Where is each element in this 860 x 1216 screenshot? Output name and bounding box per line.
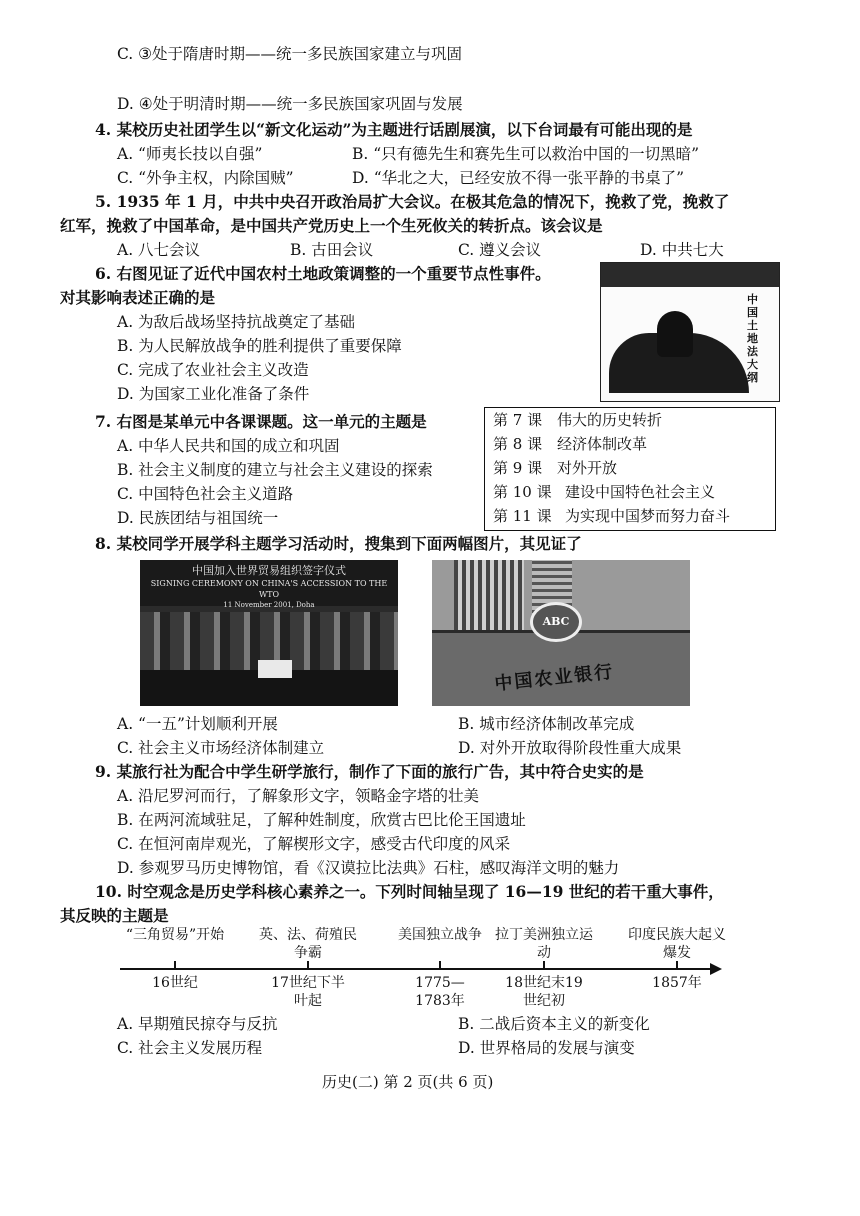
bank-sign-text: 中国农业银行 <box>493 661 616 695</box>
timeline-time: 1775—1783年 <box>415 975 465 1009</box>
q7-option-a: A. 中华人民共和国的成立和巩固 <box>117 437 340 455</box>
q6-option-a: A. 为敌后战场坚持抗战奠定了基础 <box>117 313 356 331</box>
question-5-stem-line2: 红军，挽救了中国革命，是中国共产党历史上一个生死攸关的转折点。该会议是 <box>60 216 603 235</box>
page-footer: 历史(二) 第 2 页(共 6 页) <box>322 1073 494 1091</box>
timeline-time: 16世纪 <box>152 975 198 991</box>
timeline-axis <box>120 968 712 970</box>
lesson-row <box>493 408 662 432</box>
q4-option-a: A. “师夷长技以自强” <box>117 145 263 163</box>
lesson-row <box>493 432 647 456</box>
q4-option-c: C. “外争主权，内除国贼” <box>117 169 294 187</box>
q8-option-c: C. 社会主义市场经济体制建立 <box>117 739 325 757</box>
q5-option-b: B. 古田会议 <box>290 241 374 259</box>
q5-option-d: D. 中共七大 <box>640 241 724 259</box>
lesson-row <box>493 480 715 504</box>
lesson-title: 对外开放 <box>557 459 618 477</box>
wto-banner-english: SIGNING CEREMONY ON CHINA'S ACCESSION TO THE WTO <box>150 579 388 599</box>
timeline-time: 18世纪末19世纪初 <box>505 975 583 1009</box>
timeline-time: 17世纪下半叶起 <box>271 975 345 1009</box>
q8-option-b: B. 城市经济体制改革完成 <box>458 715 635 733</box>
timeline-event: 印度民族大起义爆发 <box>628 927 726 961</box>
q7-option-d: D. 民族团结与祖国统一 <box>117 509 279 527</box>
lesson-title: 经济体制改革 <box>557 435 648 453</box>
lesson-number: 第 8 课 <box>493 435 543 453</box>
timeline-tick <box>174 961 176 969</box>
q10-option-b: B. 二战后资本主义的新变化 <box>458 1015 650 1033</box>
lesson-row <box>493 456 617 480</box>
q9-option-d: D. 参观罗马历史博物馆，看《汉谟拉比法典》石柱，感叹海洋文明的魅力 <box>117 859 620 877</box>
q7-option-b: B. 社会主义制度的建立与社会主义建设的探索 <box>117 461 433 479</box>
lesson-title: 建设中国特色社会主义 <box>565 483 716 501</box>
land-law-poster-image <box>600 262 780 402</box>
bank-building-photo <box>432 560 690 706</box>
q7-option-c: C. 中国特色社会主义道路 <box>117 485 294 503</box>
lesson-number: 第 11 课 <box>493 507 552 525</box>
lesson-title: 伟大的历史转折 <box>557 411 663 429</box>
timeline-tick <box>676 961 678 969</box>
q3-option-c: C. ③处于隋唐时期——统一多民族国家建立与巩固 <box>117 45 463 63</box>
timeline-tick <box>439 961 441 969</box>
q6-option-b: B. 为人民解放战争的胜利提供了重要保障 <box>117 337 402 355</box>
q3-option-d: D. ④处于明清时期——统一多民族国家巩固与发展 <box>117 95 463 113</box>
timeline-tick <box>543 961 545 969</box>
lesson-title: 为实现中国梦而努力奋斗 <box>565 507 731 525</box>
q4-option-b: B. “只有德先生和赛先生可以救治中国的一切黑暗” <box>352 145 700 163</box>
wto-banner-chinese: 中国加入世界贸易组织签字仪式 <box>192 564 346 577</box>
question-7-stem: 7. 右图是某单元中各课课题。这一单元的主题是 <box>95 412 427 431</box>
poster-dark-band <box>601 263 779 287</box>
question-9-stem: 9. 某旅行社为配合中学生研学旅行，制作了下面的旅行广告，其中符合史实的是 <box>95 762 644 781</box>
question-6-stem-line2: 对其影响表述正确的是 <box>60 288 216 307</box>
wto-banner-date: 11 November 2001, Doha <box>223 601 315 609</box>
bank-logo: ABC <box>530 602 582 642</box>
lesson-number: 第 10 课 <box>493 483 552 501</box>
q10-option-c: C. 社会主义发展历程 <box>117 1039 263 1057</box>
q6-option-c: C. 完成了农业社会主义改造 <box>117 361 309 379</box>
question-8-stem: 8. 某校同学开展学科主题学习活动时，搜集到下面两幅图片，其见证了 <box>95 534 582 553</box>
q8-option-d: D. 对外开放取得阶段性重大成果 <box>458 739 682 757</box>
q6-option-d: D. 为国家工业化准备了条件 <box>117 385 310 403</box>
timeline-event: “三角贸易”开始 <box>125 927 225 943</box>
question-4-stem: 4. 某校历史社团学生以“新文化运动”为主题进行话剧展演，以下台词最有可能出现的是 <box>95 120 693 139</box>
question-5-stem-line1: 5. 1935 年 1 月，中共中央召开政治局扩大会议。在极其危急的情况下，挽救了党，挽救了 <box>95 192 730 211</box>
lesson-number: 第 7 课 <box>493 411 543 429</box>
question-10-stem-line1: 10. 时空观念是历史学科核心素养之一。下列时间轴呈现了 16—19 世纪的若干重大事件， <box>95 882 724 901</box>
timeline-event: 英、法、荷殖民争霸 <box>259 927 357 961</box>
poster-figure-silhouette <box>657 311 693 357</box>
question-6-stem-line1: 6. 右图见证了近代中国农村土地政策调整的一个重要节点性事件。 <box>95 264 551 283</box>
timeline-time: 1857年 <box>652 975 702 991</box>
q9-option-b: B. 在两河流域驻足，了解种姓制度，欣赏古巴比伦王国遗址 <box>117 811 526 829</box>
q8-option-a: A. “一五”计划顺利开展 <box>117 715 278 733</box>
q9-option-c: C. 在恒河南岸观光，了解楔形文字，感受古代印度的风采 <box>117 835 511 853</box>
q5-option-c: C. 遵义会议 <box>458 241 542 259</box>
wto-signing-photo <box>140 560 398 706</box>
wto-document <box>258 660 292 678</box>
timeline-tick <box>307 961 309 969</box>
poster-title: 中国土地法大纲 <box>747 293 758 384</box>
wto-banner <box>140 560 398 609</box>
question-10-stem-line2: 其反映的主题是 <box>60 906 169 925</box>
q4-option-d: D. “华北之大，已经安放不得一张平静的书桌了” <box>352 169 685 187</box>
lesson-row <box>493 504 730 528</box>
lesson-table <box>484 407 776 531</box>
lesson-number: 第 9 课 <box>493 459 543 477</box>
q5-option-a: A. 八七会议 <box>117 241 201 259</box>
bank-tower <box>454 560 524 640</box>
timeline-event: 美国独立战争 <box>398 927 482 943</box>
q10-option-a: A. 早期殖民掠夺与反抗 <box>117 1015 278 1033</box>
q9-option-a: A. 沿尼罗河而行，了解象形文字，领略金字塔的壮美 <box>117 787 480 805</box>
q10-option-d: D. 世界格局的发展与演变 <box>458 1039 635 1057</box>
timeline-event: 拉丁美洲独立运动 <box>495 927 593 961</box>
